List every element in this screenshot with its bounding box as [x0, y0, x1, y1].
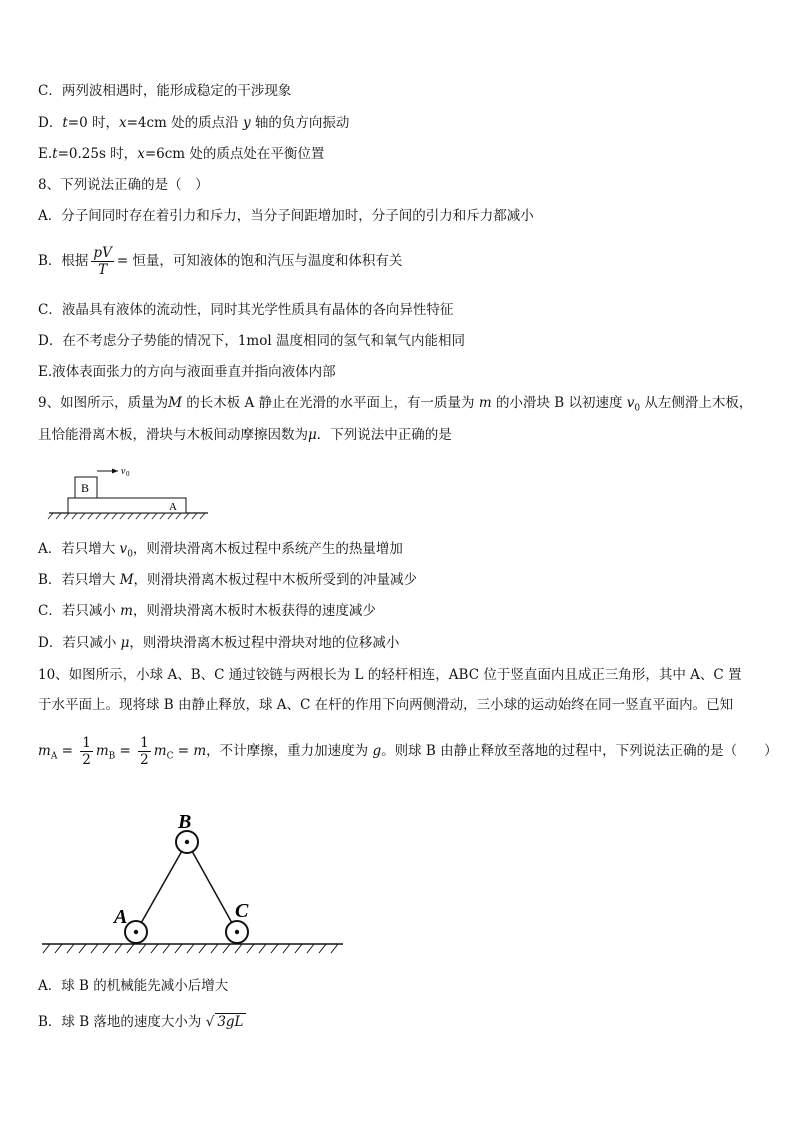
q8-option-a: A．分子间同时存在着引力和斥力，当分子间距增加时，分子间的引力和斥力都减小: [38, 208, 534, 224]
velocity-arrowhead: [112, 469, 118, 474]
q9-option-c: C．若只减小 m，则滑块滑离木板时木板获得的速度减少: [38, 603, 376, 619]
ground-hatching: [43, 944, 338, 953]
label-a: A: [169, 501, 177, 513]
half-fraction-2: $\frac{1}{2}$: [140, 735, 149, 768]
sqrt-3gl: 3gL: [217, 1014, 244, 1030]
q9-stem-line2: 且恰能滑离木板，滑块与木板间动摩擦因数为μ．下列说法中正确的是: [38, 427, 452, 443]
q9-block-figure: [45, 462, 215, 524]
q9-option-d: D．若只减小 μ，则滑块滑离木板过程中滑块对地的位移减小: [38, 635, 400, 651]
q8-option-c: C．液晶具有液体的流动性，同时其光学性质具有晶体的各向异性特征: [38, 302, 454, 318]
q8-option-d: D．在不考虑分子势能的情况下，1mol 温度相同的氢气和氧气内能相同: [38, 333, 465, 349]
q9-option-a: A．若只增大 $v_0$，则滑块滑离木板过程中系统产生的热量增加: [38, 541, 403, 560]
q8-stem: 8、下列说法正确的是（ ）: [38, 177, 209, 193]
hinge-c: [235, 930, 239, 934]
label-b: B: [178, 811, 192, 833]
q10-stem-line1: 10、如图所示，小球 A、B、C 通过铰链与两根长为 L 的轻杆相连，ABC 位于竖直面内且成正三角形，其中 A、C 置: [38, 667, 742, 683]
q9-option-b: B．若只增大 M，则滑块滑离木板过程中木板所受到的冲量减少: [38, 572, 418, 588]
q10-stem-line3: $m_A$ = $\frac{1}{2}$ $m_B$ = $\frac{1}{2}$ $m_C = m$，不计摩擦，重力加速度为 g。则球 B 由静止释放至落地的过程中，下列说法正确的是（ ）: [38, 735, 778, 768]
half-fraction-1: $\frac{1}{2}$: [82, 735, 91, 768]
rod-ab: [136, 842, 187, 932]
label-a: A: [114, 906, 128, 928]
hinge-b: [185, 840, 189, 844]
pv-over-t-fraction: $\frac{pV}{T}$: [93, 245, 112, 278]
q7-option-c: C．两列波相遇时，能形成稳定的干涉现象: [38, 83, 292, 99]
q7-option-d: D．t=0 时，x=4cm 处的质点沿 y 轴的负方向振动: [38, 115, 350, 131]
q7-option-e: E.t=0.25s 时，x=6cm 处的质点处在平衡位置: [38, 146, 325, 162]
q10-stem-line2: 于水平面上。现将球 B 由静止释放，球 A、C 在杆的作用下向两侧滑动，三小球的运动始终在同一竖直平面内。已知: [38, 697, 734, 713]
q8-option-b: B．根据 $\frac{pV}{T}$ = 恒量，可知液体的饱和汽压与温度和体积有关: [38, 245, 403, 278]
q10-triangle-figure: [38, 810, 348, 960]
ground-hatching: [48, 513, 205, 519]
label-v-sub: 0: [126, 470, 130, 478]
q10-option-a: A．球 B 的机械能先减小后增大: [38, 978, 229, 994]
q9-stem-line1: 9、如图所示，质量为M 的长木板 A 静止在光滑的水平面上，有一质量为 m 的小滑块 B 以初速度 $v_0$ 从左侧滑上木板，: [38, 395, 753, 414]
hinge-a: [134, 930, 138, 934]
q10-option-b: B．球 B 落地的速度大小为 √ 3gL: [38, 1014, 244, 1030]
rod-bc: [187, 842, 237, 932]
label-v: v: [121, 466, 126, 477]
q8-option-e: E.液体表面张力的方向与液面垂直并指向液体内部: [38, 364, 336, 380]
label-b: B: [81, 481, 90, 495]
label-c: C: [235, 900, 249, 922]
